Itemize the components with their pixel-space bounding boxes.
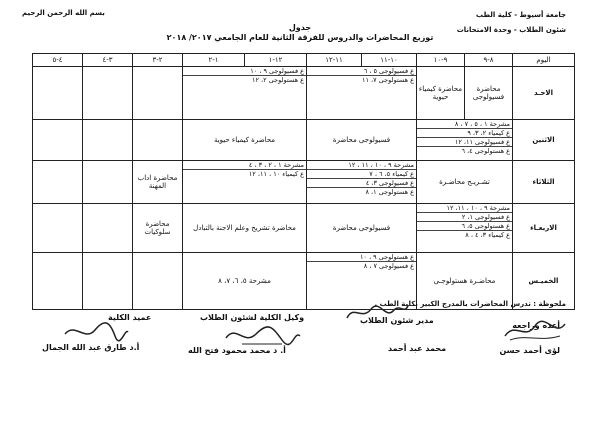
schedule-table [32, 53, 575, 310]
tuesday-practicals-10-12 [307, 161, 416, 196]
sunday-practicals-12-2 [183, 67, 306, 84]
col-day: اليوم [513, 54, 575, 67]
col-3-4: ٣-٤ [83, 54, 133, 67]
thursday-practicals-10-12 [307, 253, 416, 270]
col-9-10: ٩-١٠ [417, 54, 465, 67]
department-name: شئون الطلاب - وحدة الامتحانات [456, 26, 566, 34]
tuesday-practical-line: ع فسيولوجى ٣، ٤ [307, 179, 416, 188]
sunday-lecture-physiology: محاضرة فسيولوجى [472, 85, 505, 101]
university-name: جامعة أسيوط - كلية الطب [476, 11, 566, 19]
doc-title: جدول [288, 23, 312, 32]
col-11-12: ١١-١٢ [307, 54, 362, 67]
col-4-5: ٤-٥ [33, 54, 83, 67]
prepared-by-title: أعده وراجعه [512, 321, 560, 330]
monday-practical-line: ع فسيولوجى ١١، ١٢ [417, 138, 512, 147]
sunday-practicals-10-12 [307, 67, 416, 84]
dean-name: أ.د طارق عبد الله الجمال [42, 343, 140, 352]
wednesday-lecture-physiology: فسيولوجى محاضرة [332, 224, 391, 232]
row-wednesday [33, 204, 575, 253]
tuesday-practicals-12-2 [183, 161, 306, 178]
thursday-practical-line: ع هستولوجى ٩ ، ١٠ [307, 253, 416, 262]
day-monday: الاثنين [532, 136, 555, 144]
signature-prepared [500, 316, 570, 344]
manager-name: محمد عبد أحمد [388, 344, 447, 353]
tuesday-lecture-anatomy: تشـريـح محاضـرة [439, 178, 490, 186]
day-sunday: الاحـد [533, 89, 554, 97]
monday-practicals-8-10 [417, 120, 512, 155]
doc-subtitle: توزيع المحاضرات والدروس للفرقة الثانية للعام الجامعي ٢٠١٧/ ٢٠١٨ [166, 33, 434, 42]
wednesday-practical-line: ع كيمياء ٣، ٤ ، ٨ [465, 231, 510, 239]
vice-dean-name: أ. د محمد محمود فتح الله [188, 346, 286, 355]
wednesday-practical-line: ع هستولوجى ٥، ٦ [417, 222, 512, 231]
tuesday-practical-line: مشرحة ٩ ، ١٠ ، ١١ ، ١٢ [307, 161, 416, 170]
monday-lecture-biochemistry: محاضرة كيمياء حيوية [213, 136, 276, 144]
tuesday-lecture-ethics: محاضرة اداب المهنة [137, 174, 178, 190]
sunday-practical-line: ع هستولوجى ٢، ١٢ [252, 76, 304, 84]
monday-practical-line: ع هستولوجى ٤، ٦ [461, 147, 510, 155]
col-8-9: ٨-٩ [465, 54, 513, 67]
vice-dean-title: وكيل الكلية لشئون الطلاب [200, 313, 305, 322]
tuesday-practical-line: ع هستولوجى ١، ٨ [365, 188, 414, 196]
thursday-lecture-histology: محاضـرة هستولوجـى [433, 277, 496, 285]
wednesday-practical-line: ع فسيولوجى ١، ٢ [417, 213, 512, 222]
row-monday [33, 120, 575, 161]
thursday-dissection-12-2: مشرحة ٥، ٦، ٧، ٨ [218, 277, 271, 285]
wednesday-practical-line: مشرحة ٩ ، ١٠ ، ١١، ١٢ [417, 204, 512, 213]
sunday-lecture-biochemistry: محاضرة كيمياء حيوية [418, 85, 463, 101]
manager-title: مدير شئون الطلاب [360, 316, 434, 325]
monday-practical-line: ع كيمياء ٢، ٣، ٩ [417, 129, 512, 138]
sunday-practical-line: ع فسيولوجى ٥ ، ٦ [307, 67, 416, 76]
thursday-practical-line: ع فسيولوجى ٧ ، ٨ [363, 262, 414, 270]
tuesday-practical-line: مشرحة ١ ، ٢ ، ٣ ، ٤ [183, 161, 306, 170]
day-thursday: الخميـس [528, 277, 559, 285]
dean-title: عميد الكلية [108, 313, 152, 322]
tuesday-practical-line: ع كيمياء ١٠ ، ١١، ١٢ [248, 170, 304, 178]
wednesday-practicals-8-10 [417, 204, 512, 239]
col-2-3: ٢-٣ [133, 54, 183, 67]
signature-dean [60, 318, 130, 346]
header-row [33, 54, 575, 67]
sunday-practical-line: ع هستولوجى ٧، ١١ [362, 76, 414, 84]
wednesday-lecture-behavior: محاضرة سلوكيات [144, 220, 171, 236]
day-wednesday: الاربعـاء [530, 224, 557, 232]
sunday-practical-line: ع فسيولوجى ٩ ، ١٠ [183, 67, 306, 76]
row-sunday [33, 67, 575, 120]
row-tuesday [33, 161, 575, 204]
wednesday-lecture-anatomy-embryology: محاضرة تشريح وعلم الاجنة بالتبادل [193, 224, 296, 232]
monday-practical-line: مشرحة ١ ، ٥ ، ٧ ، ٨ [417, 120, 512, 129]
basmala: بسم الله الرحمن الرحيم [22, 9, 105, 17]
prepared-by-name: لؤى أحمد حسن [499, 346, 560, 355]
signature-manager [342, 296, 412, 326]
tuesday-practical-line: ع كيمياء ٥، ٦ ، ٧ [307, 170, 416, 179]
col-10-11: ١٠-١١ [362, 54, 417, 67]
day-tuesday: الثلاثاء [532, 178, 555, 186]
col-12-1: ١٢-١ [245, 54, 307, 67]
signature-vice-dean [222, 320, 302, 350]
monday-lecture-physiology: فسيولوجى محاضرة [332, 136, 391, 144]
note: ملحوظة : تدرس المحاضرات بالمدرج الكبير بكلية الطب . [374, 300, 566, 308]
col-1-2: ١-٢ [183, 54, 245, 67]
